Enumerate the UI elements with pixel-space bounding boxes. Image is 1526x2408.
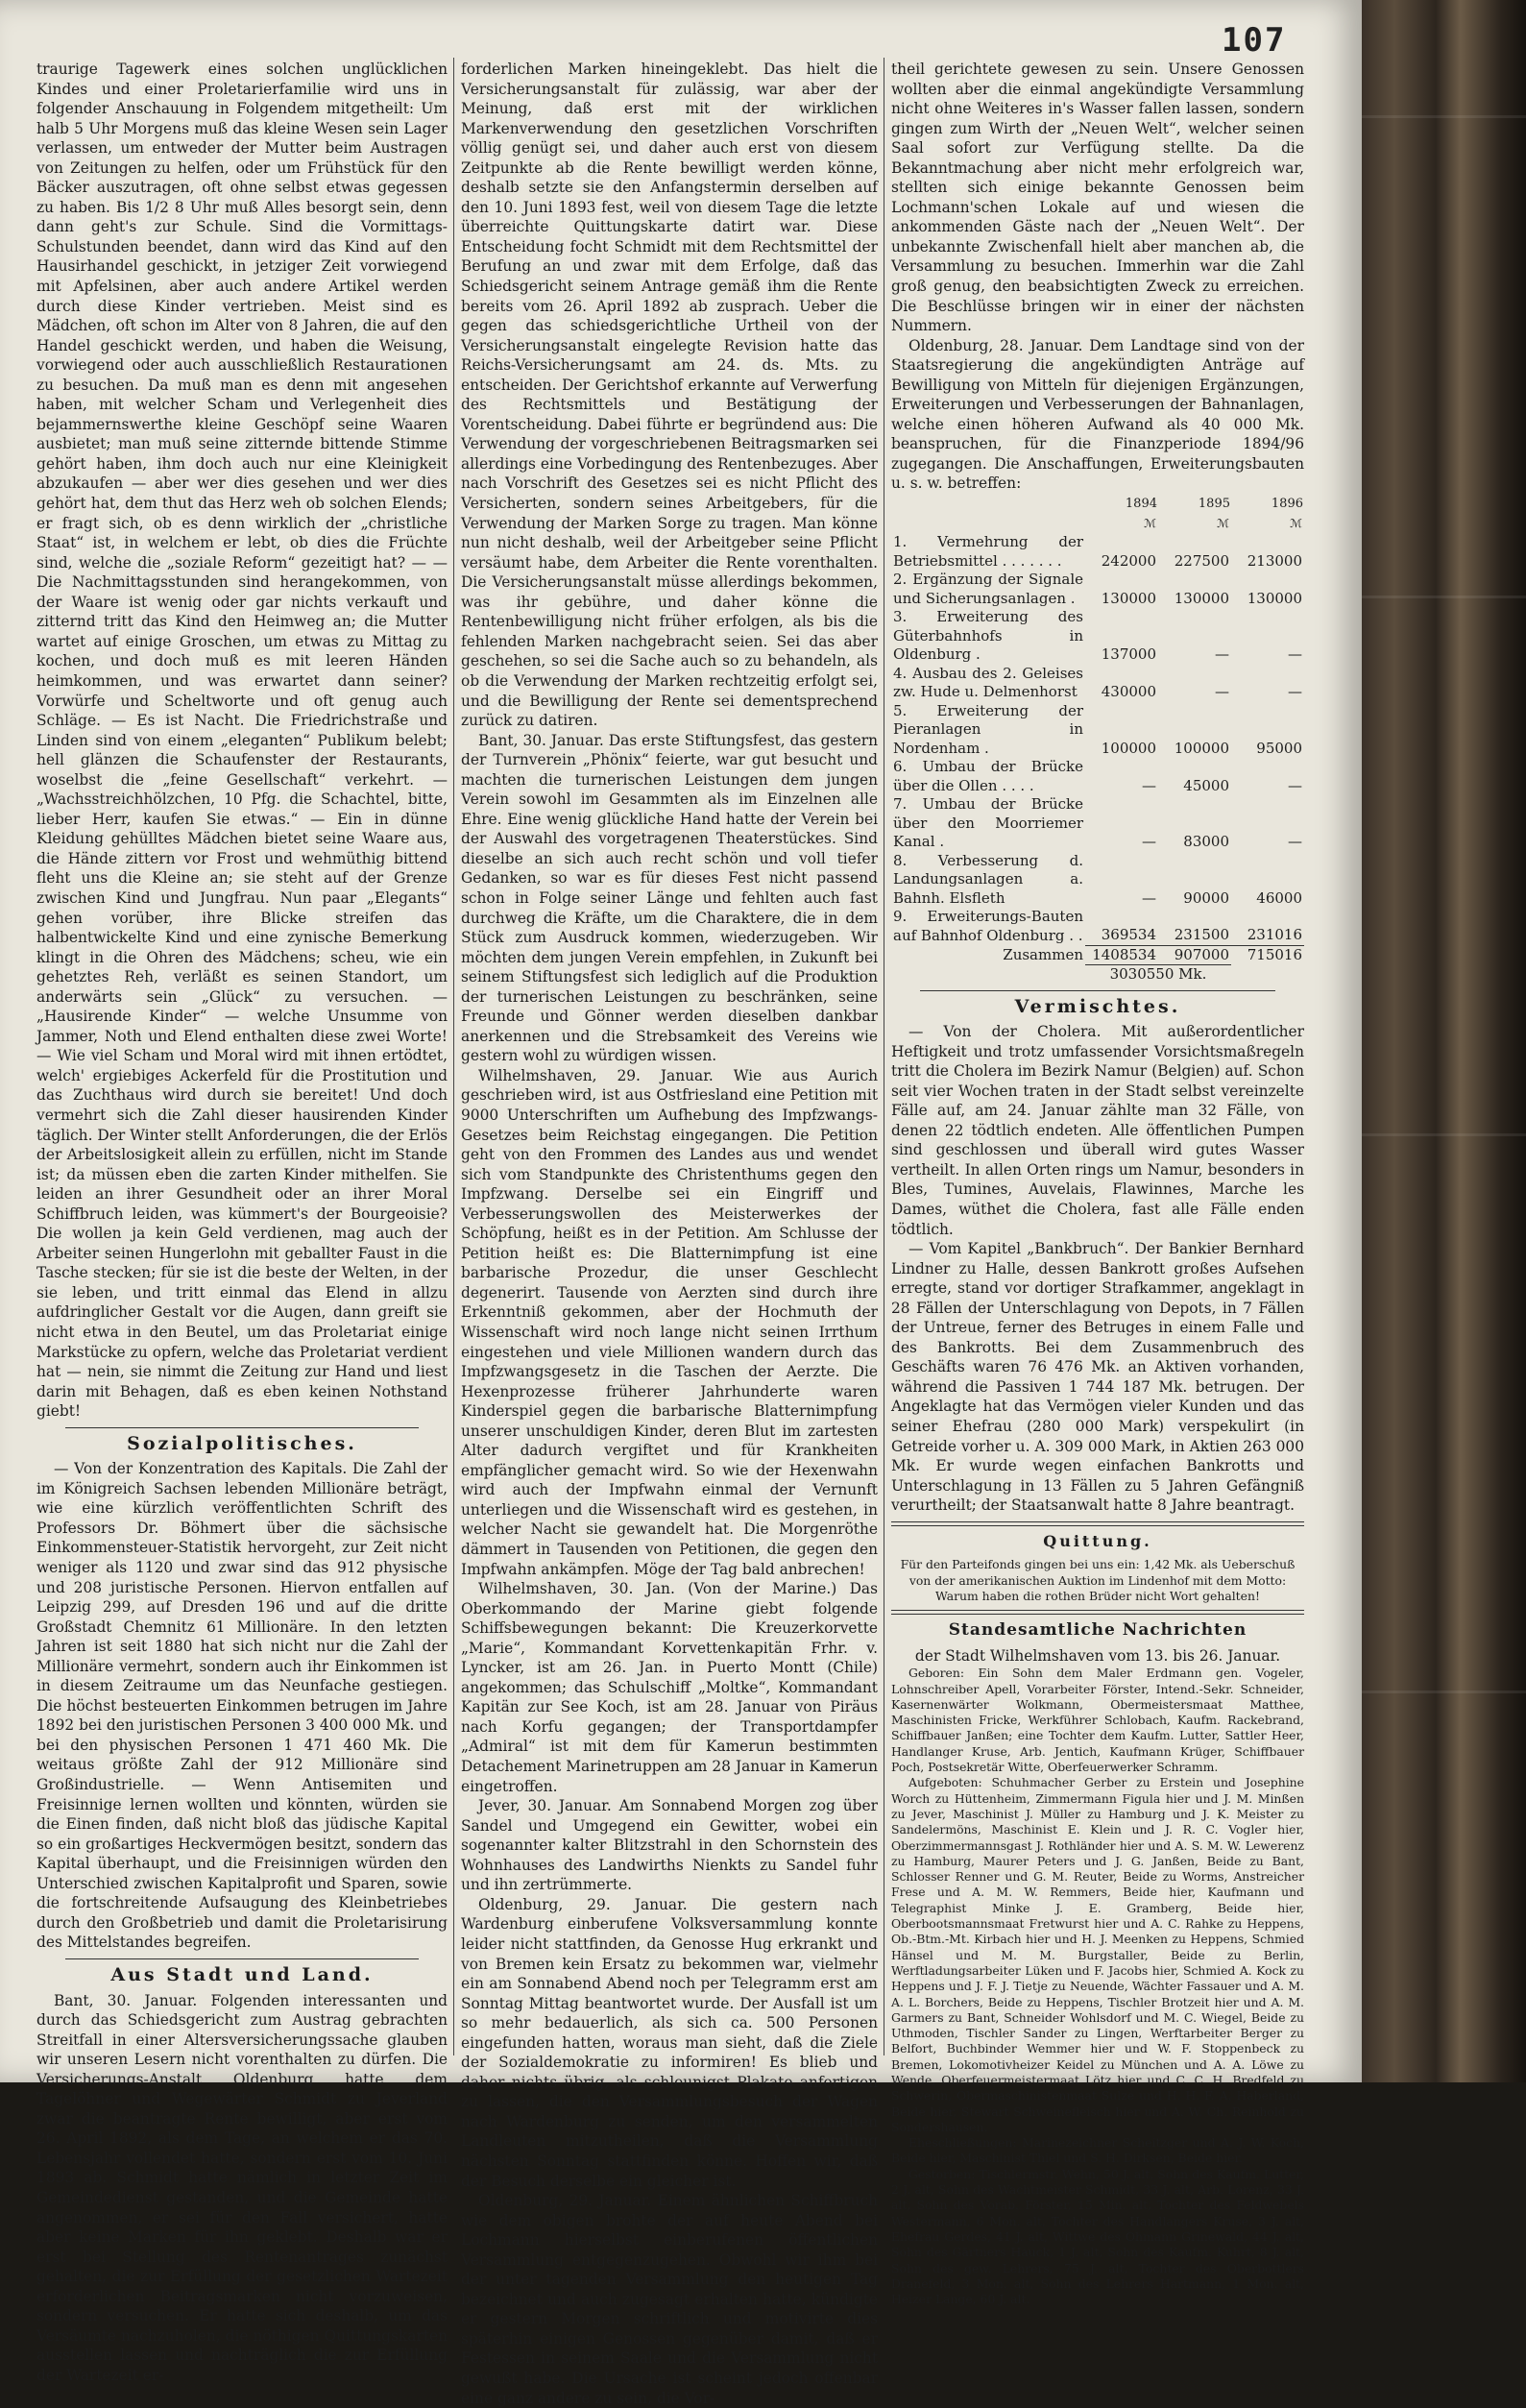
table-row	[891, 571, 1304, 608]
table-cell: 231500	[1174, 926, 1229, 944]
article-text: Oldenburg, 28. Januar. Dem Landtage sind von der Staatsregierung die angekündigten Anträge auf Bewilligung von Mitteln für diejenigen Ergänzungen, Erweiterungen und Verbesserungen der Bahnanlagen, welche einen höheren Aufwand als 40 000 Mk. beanspruchen, für die Finanzperiode 1894/96 zugegangen. Die Anschaffungen, Erweiterungsbauten u. s. w. betreffen:	[891, 336, 1304, 493]
standes-entry: Aufgeboten: Schuhmacher Gerber zu Erstein und Josephine Worch zu Hüttenheim, Zimmermann Figula hier und J. M. Minßen zu Jever, Maschinist J. Müller zu Hamburg und J. K. Meister zu Sandelermöns, Maschinist E. Klein und J. R. C. Vogler hier, Oberzimmermannsgast J. Rothländer hier und A. S. M. W. Lewerenz zu Hamburg, Maurer Peters und J. G. Janßen, Beide zu Bant, Schlosser Renner und G. M. Reuter, Beide zu Worms, Anstreicher Frese und A. M. W. Remmers, Beide hier, Kaufmann und Telegraphist Minke J. E. Gramberg, Beide hier, Oberbootsmannsmaat Fretwurst hier und A. C. Rahke zu Heppens, Ob.-Btm.-Mt. Kirbach hier und H. J. Meenken zu Heppens, Schmied Hänsel und M. M. Burgstaller, Beide zu Berlin, Werftladungsarbeiter Lüken und F. Jacobs hier, Schmied A. Kock zu Heppens und J. F. J. Tietje zu Neuende, Wächter Fassauer und A. M. A. L. Borchers, Beide zu Heppens, Tischler Brotzeit hier und A. M. Garmers zu Bant, Schneider Wohlsdorf und M. C. Wiegel, Beide zu Uthmoden, Tischler Sander zu Lingen, Werftarbeiter Berger zu Belfort, Buchbinder Wemmer hier und W. F. Stoppenbeck zu Bremen, Lokomotivheizer Keidel zu München und A. A. Löwe zu Wende, Oberfeuermeistermaat Lötz hier und C. C. H. Bredfeld zu Schwerin, Obermaschinistenmaat Sulze und H. H. F. A. Haberland, Beide hier, Stewart Schweinefleisch hier und A. W. Ch. Reinhold zu Sondershausen.	[891, 1775, 1304, 2134]
table-grand-total: 3030550 Mk.	[1085, 965, 1231, 985]
article-text: — Von der Cholera. Mit außerordentlicher Heftigkeit und trotz umfassender Vorsichtsmaßregeln tritt die Cholera im Bezirk Namur (Belgien) auf. Schon seit vier Wochen traten in der Stadt selbst vereinzelte Fälle auf, am 24. Januar zählte man 32 Fälle, von denen 22 tödtlich endeten. Alle öffentlichen Pumpen sind geschlossen und überall wird gutes Wasser vertheilt. In allen Orten rings um Namur, besonders in Bles, Tumines, Auvelais, Flawinnes, Marche les Dames, wüthet die Cholera, fast alle Fälle enden tödtlich.	[891, 1023, 1304, 1238]
table-total: 715016	[1231, 945, 1304, 965]
divider	[65, 1958, 419, 1959]
column-3	[891, 60, 1304, 2307]
table-cell: 130000	[1101, 589, 1156, 607]
table-cell: —	[1142, 888, 1156, 907]
table-cell: —	[1215, 645, 1229, 664]
table-total: 1408534	[1085, 945, 1158, 965]
table-cell-label: 8. Verbesserung d. Landungsanlagen a. Bahnh. Elsfleth	[893, 851, 1083, 907]
table-cell-label: 5. Erweiterung der Pieranlagen in Nordenham .	[893, 701, 1083, 757]
table-cell: 137000	[1101, 645, 1156, 664]
divider	[891, 1610, 1304, 1615]
article-text: Bant, 30. Januar. Das erste Stiftungsfest, das gestern der Turnverein „Phönix“ feierte, war gut besucht und machten die turnerischen Leistungen dem jungen Verein sowohl im Gesammten als im Einzelnen alle Ehre. Eine wenig glückliche Hand hatte der Verein bei der Auswahl des vorgetragenen Theaterstückes. Sind dieselbe an sich auch recht schön und voll tiefer Gedanken, so war es für dieses Fest nicht passend schon in Folge seiner Länge und fehlten auch fast durchweg die Kräfte, um die Charaktere, die in dem Stück zum Ausdruck kommen, wiederzugeben. Wir möchten dem jungen Verein empfehlen, in Zukunft bei seinem Stiftungsfest sich lediglich auf die Produktion der turnerischen Leistungen zu beschränken, seine Freunde und Gönner werden dieselben dankbar anerkennen und die Strebsamkeit des Vereins wie gestern wohl zu würdigen wissen.	[461, 731, 878, 1065]
table-unit: ℳ	[1217, 516, 1229, 530]
table-cell: 430000	[1101, 683, 1156, 701]
table-cell: —	[1288, 833, 1302, 851]
railway-budget-table	[891, 494, 1304, 985]
standes-entry: Gestorben: Tischlermstr. Wehn, 50 J. alt, Sohn des Kaufm. Lutter, 2 J. alt, Sohn des Wachtmeister Schmidt, 33 J. alt, Arb. Lorenz, 33 J. alt, Sohn des Vorab. Förster, 15 Min. alt, Tochter des Feldwebels Westermann, 6 Mon. alt, Tochter des Handlangers Kruse, 3 J. alt, Ehefrau Gerdes, 41 J. alt, Wittwe des Ohmann Grinewald, 44 J. alt, Sohn des Gärtners Hauck, 1 J. alt, Sohn des Kaufm. Kuhrt, 8 J. alt, Sohn des gew. Lehrers, 75 J. alt, Tochter des Oberbottlers Dranefeld, 3 Mon. alt, Sohn des Lehrers Hartmann, 1 Mon. alt, Heizer Lange, 60 J. alt.	[891, 2166, 1304, 2307]
article-text: Wilhelmshaven, 29. Januar. Wie aus Aurich geschrieben wird, ist aus Ostfriesland eine Petition mit 9000 Unterschriften um Aufhebung des Impfzwangs-Gesetzes beim Reichstag eingegangen. Die Petition geht von den Frommen des Landes aus und wendet sich vom Standpunkte des Christenthums gegen den Impfzwang. Derselbe sei ein Eingriff und Verbesserungswollen des Meisterwerkes der Schöpfung, heißt es in der Petition. Am Schlusse der Petition heißt es: Die Blatternimpfung ist eine barbarische Prozedur, die unser Geschlecht degenerirt. Tausende von Aerzten sind durch ihre Erkenntniß gekommen, aber der Hochmuth der Wissenschaft wird noch lange nicht seinen Irrthum eingestehen und viele Millionen wandern durch das Impfzwangsgesetz in die Taschen der Aerzte. Die Hexenprozesse früherer Jahrhunderte waren Kinderspiel gegen die barbarische Blatternimpfung unserer unschuldigen Kinder, deren Blut im zartesten Alter dadurch vergiftet und für Krankheiten empfänglicher gemacht wird. So wie der Hexenwahn wird auch der Impfwahn einmal der Vernunft unterliegen und die Wissenschaft wird es gestehen, in welcher Nacht sie gewandelt hat. Die Morgenröthe dämmert in Tausenden von Petitionen, die gegen den Impfwahn ankämpfen. Möge der Tag bald anbrechen!	[461, 1066, 878, 1578]
table-row	[891, 665, 1304, 702]
table-row	[891, 758, 1304, 795]
article-text: Wilhelmshaven, 30. Jan. (Von der Marine.) Das Oberkommando der Marine giebt folgende Schiffsbewegungen bekannt: Die Kreuzerkorvette „Marie“, Kommandant Korvettenkapitän Frhr. v. Lyncker, ist am 26. Jan. in Puerto Montt (Chile) angekommen; das Schulschiff „Moltke“, Kommandant Kapitän zur See Koch, ist am 28. Januar von Piräus nach Korfu gegangen; der Transportdampfer „Admiral“ ist mit dem für Kamerun bestimmten Detachement Marinetruppen am 28 Januar in Kamerun eingetroffen.	[461, 1580, 878, 1795]
table-cell: 83000	[1183, 833, 1229, 851]
table-unit: ℳ	[1144, 516, 1156, 530]
article-text: traurige Tagewerk eines solchen unglücklichen Kindes und einer Proletarierfamilie wird uns in folgender Anschauung in Folgendem mitgetheilt: Um halb 5 Uhr Morgens muß das kleine Wesen sein Lager verlassen, um entweder der Mutter beim Austragen von Zeitungen zu helfen, oder um Frühstück für den Bäcker auszutragen, oft ohne selbst etwas gegessen zu haben. Bis 1/2 8 Uhr muß Alles besorgt sein, denn dann geht's zur Schule. Sind die Vormittags-Schulstunden beendet, dann wird das Kind auf den Hausirhandel geschickt, in jetziger Zeit vorwiegend mit Apfelsinen, aber auch andere Artikel werden durch diese Kinder vertrieben. Meist sind es Mädchen, oft schon im Alter von 8 Jahren, die auf den Handel geschickt werden, und haben die Weisung, vorwiegend oder auch ausschließlich Restaurationen zu besuchen. Da muß man es denn mit angesehen haben, mit welcher Scham und Verlegenheit dies bejammernswerthe kleine Geschöpf seine Waaren ausbietet; man muß seine zitternde bittende Stimme gehört haben, ihm doch auch nur eine Kleinigkeit abzukaufen — aber wer dies gesehen und wer dies gehört hat, dem thut das Herz weh ob solchen Elends; er fragt sich, ob es denn wirklich der „christliche Staat“ ist, in welchem er lebt, ob dies die Früchte sind, welche die „soziale Reform“ gezeitigt hat? — — Die Nachmittagsstunden sind herangekommen, von der Waare ist wenig oder gar nichts verkauft und zitternd tritt das Kind den Heimweg an; die Mutter wartet auf einige Groschen, um etwas zu Mittag zu kochen, und doch muß es mit leeren Händen heimkommen, und was erwartet dann seiner? Vorwürfe und Scheltworte und oft genug auch Schläge. — Es ist Nacht. Die Friedrichstraße und Linden sind von einem „eleganten“ Publikum belebt; hell glänzen die Schaufenster der Restaurants, woselbst die „feine Gesellschaft“ verkehrt. — „Wachsstreichhölzchen, 10 Pfg. die Schachtel, bitte, lieber Herr, kaufen Sie etwas.“ — Ein in dünne Kleidung gehülltes Mädchen bietet seine Waare aus, die Hände zittern vor Frost und wehmüthig bittend fleht uns die Kleine an; sie steht auf der Grenze zwischen Kind und Jungfrau. Nun paar „Elegants“ gehen vorüber, ihre Blicke streifen das halbentwickelte Kind und eine zynische Bemerkung klingt in die Ohren des Mädchens; scheu, wie ein gehetztes Reh, verläßt es seinen Standort, um anderwärts sein „Glück“ zu versuchen. — „Hausirende Kinder“ — welche Unsumme von Jammer, Noth und Elend enthalten diese zwei Worte! — Wie viel Scham und Moral wird mit ihnen ertödtet, welch' ergiebiges Ackerfeld für die Prostitution und das Zuchthaus wird durch sie bereitet! Und doch vermehrt sich die Zahl dieser hausirenden Kinder täglich. Der Winter stellt Anforderungen, die der Erlös der Arbeitslosigkeit allein zu erfüllen, nicht im Stande ist; da müssen eben die zarten Kinder mithelfen. Sie leiden an ihrer Gesundheit oder an ihrer Moral Schiffbruch leiden, was kümmert's der Bourgeoisie? Die wollen ja kein Geld verdienen, mag auch der Arbeiter seinen Hungerlohn mit geballter Faust in die Tasche stecken; für sie ist die beste der Welten, in der sie leben, und tritt einmal das Elend in allzu aufdringlicher Gestalt vor die Augen, dann greift sie nicht etwa in den Beutel, um das Proletariat einige Markstücke zu opfern, welche das Proletariat verdient hat — nein, sie nimmt die Zeitung zur Hand und liest darin mit Behagen, daß es eben keinen Nothstand giebt!	[36, 61, 448, 1421]
standes-subtitle: der Stadt Wilhelmshaven vom 13. bis 26. Januar.	[914, 1646, 1281, 1665]
divider	[920, 990, 1275, 991]
table-cell: —	[1215, 683, 1229, 701]
article-text: Bant, 30. Januar. Folgenden interessanten und durch das Schiedsgericht zum Austrag gebrachten Streitfall in einer Altersversicherungssache glauben wir unseren Lesern nicht vorenthalten zu dürfen. Die Versicherungs-Anstalt Oldenburg hatte dem Tagelöhner und Wegewärter Schmidt zu Jeverland zwar die beantragte Rente bewilligt, aber erst vom 26. April 1892, als dem Tage, an welchem er das 70. Lebensjahr vollendet hatte, sondern erst vom 10. Juni 1893 ab. Schmidt hatte nämlich in letzter Zeit im Gemeindedienst gestanden, und die Gemeinde hatte angenommen, er sei für den Fall versichert, hatte aber keine Marken für ihn geklebt. Deshalb war er erst bei Stellung des Rentenantrages zunächst gehalten, die zur Erfüllung der gesetzlichen Wartezeit erforderlichen Beitragsmarken nicht vorzuweisen, sondern versuchen. Er hatte sich deshalb, um das Versäumte nachzuholen, die nöthigen Quittungskarten ausstellen lassen und nachträglich die zur Erfüllung der Wartezeit er-	[36, 1991, 448, 2384]
column-1	[36, 60, 448, 2384]
table-cell-label: 7. Umbau der Brücke über den Moorriemer Kanal .	[893, 795, 1083, 851]
page-number: 107	[1222, 21, 1287, 60]
table-cell-label: 1. Vermehrung der Betriebsmittel . . . . . . .	[893, 533, 1083, 570]
section-heading-standesamtliche-nachrichten: Standesamtliche Nachrichten	[948, 1620, 1247, 1641]
column-2	[461, 60, 878, 2407]
table-cell: 45000	[1183, 776, 1229, 794]
table-cell-label: 9. Erweiterungs-Bauten auf Bahnhof Oldenburg . .	[893, 908, 1083, 944]
table-cell: 242000	[1101, 551, 1156, 570]
article-text: forderlichen Marken hineingeklebt. Das hielt die Versicherungsanstalt für zulässig, war aber der Meinung, daß erst mit der wirklichen Markenverwendung den gesetzlichen Vorschriften völlig genügt sei, und daher auch erst von diesem Zeitpunkte ab die Rente bewilligt werden könne, deshalb setzte sie den Anfangstermin derselben auf den 10. Juni 1893 fest, weil von diesem Tage die letzte überreichte Quittungskarte datirt war. Diese Entscheidung focht Schmidt mit dem Rechtsmittel der Berufung an und zwar mit dem Erfolge, daß das Schiedsgericht seinem Antrage gemäß ihm die Rente bereits vom 26. April 1892 ab zusprach. Ueber die gegen das schiedsgerichtliche Urtheil von der Versicherungsanstalt eingelegte Revision hatte das Reichs-Versicherungsamt am 24. ds. Mts. zu entscheiden. Der Gerichtshof erkannte auf Verwerfung des Rechtsmittels und Bestätigung der Vorentscheidung. Dabei führte er begründend aus: Die Verwendung der vorgeschriebenen Beitragsmarken sei allerdings eine Vorbedingung des Rentenbezuges. Aber nach Vorschrift des Gesetzes sei es nicht Pflicht des Versicherten, sondern seines Arbeitgebers, für die Verwendung der Marken Sorge zu tragen. Man könne nun nicht deshalb, weil der Arbeitgeber seine Pflicht versäumt habe, dem Arbeiter die Rente vorenthalten. Die Versicherungsanstalt müsse allerdings bekommen, was ihr gebühre, und daher könne die Rentenbewilligung nicht früher erfolgen, als bis die fehlenden Marken nachgebracht seien. Sei das aber geschehen, so sei die Sache auch so zu behandeln, als ob die Verwendung der Marken rechtzeitig erfolgt sei, und die Bewilligung der Rente sei dementsprechend zurück zu datiren.	[461, 61, 878, 730]
article-text: — Vom Kapitel „Bankbruch“. Der Bankier Bernhard Lindner zu Halle, dessen Bankrott großes Aufsehen erregte, stand vor dortiger Strafkammer, angeklagt in 28 Fällen der Unterschlagung von Depots, in 7 Fällen der Untreue, ferner des Betruges in einem Falle und des Bankrotts. Bei dem Zusammenbruch des Geschäfts waren 76 476 Mk. an Aktiven vorhanden, während die Passiven 1 744 187 Mk. betrugen. Der Angeklagte hat das Vermögen vieler Kunden und das seiner Ehefrau (280 000 Mark) verspekulirt (in Getreide vorher u. A. 309 000 Mark, in Aktien 263 000 Mk. Er wurde wegen einfachen Bankrotts und Unterschlagung in 13 Fällen zu 5 Jahren Gefängniß verurtheilt; der Staatsanwalt hatte 8 Jahre beantragt.	[891, 1240, 1304, 1515]
table-cell: —	[1142, 776, 1156, 794]
table-header-year: 1894	[1125, 497, 1157, 512]
column-rule-1	[453, 58, 454, 2055]
table-cell: —	[1288, 776, 1302, 794]
table-row	[891, 795, 1304, 852]
table-row	[891, 908, 1304, 945]
table-cell: 369534	[1101, 926, 1156, 944]
table-grand-total-row	[891, 965, 1304, 985]
table-cell: 231016	[1247, 926, 1302, 944]
table-unit: ℳ	[1290, 516, 1302, 530]
article-text: — Von der Konzentration des Kapitals. Die Zahl der im Königreich Sachsen lebenden Millionäre beträgt, wie eine kürzlich veröffentlichten Schrift des Professors Dr. Böhmert über die sächsische Einkommensteuer-Statistik hervorgeht, zur Zeit nicht weniger als 1120 und zwar sind das 912 physische und 208 juristische Personen. Hiervon entfallen auf Leipzig 299, auf Dresden 196 und auf die dritte Großstadt Chemnitz 61 Millionäre. In den letzten Jahren ist seit 1880 hat sich nicht nur die Zahl der Millionäre vermehrt, sondern auch ihr Einkommen ist in diesem Zeitraume um das Neunfache gestiegen. Die höchst besteuerten Einkommen betrugen im Jahre 1892 bei den juristischen Personen 3 400 000 Mk. und bei den physischen Personen 1 471 460 Mk. Die weitaus größte Zahl der 912 Millionäre sind Großindustrielle. — Wenn Antisemiten und Freisinnige lernen wollten und könnten, würden sie die Einen finden, daß nicht bloß das jüdische Kapital so ein großartiges Heckvermögen besitzt, sondern das Kapital überhaupt, und die Freisinnigen würden den Unterschied zwischen Kapitalprofit und Sparen, sowie die fortschreitende Aufsaugung des Kleinbetriebes durch den Großbetrieb und damit die Proletarisirung des Mittelstandes begreifen.	[36, 1460, 448, 1952]
table-cell-label: 2. Ergänzung der Signale und Sicherungsanlagen .	[893, 571, 1083, 607]
divider	[891, 1521, 1304, 1526]
book-binding-edge	[1362, 0, 1526, 2082]
table-cell: 95000	[1256, 739, 1302, 757]
article-text: Oldenburg, 29. Januar. Die gestern nach Wardenburg einberufene Volksversammlung konnte leider nicht stattfinden, da Genosse Hug erkrankt und von Bremen kein Ersatz zu bekommen war, vielmehr ein am Sonnabend Abend noch per Telegramm erst am Sonntag Mittag beantwortet wurde. Der Ausfall ist um so mehr bedauerlich, als sich ca. 500 Personen eingefunden hatten, woraus man sieht, daß die Ziele der Sozialdemokratie zu informiren! Es blieb und daher nichts übrig, als schleunigst Plakate anfertigen zu lassen, die den Versammlungsbesuch der Wagen nach Wardenburg zu senden, um den versammelten Landleuten mitzutheilen, daß die Versammlung nächsten Sonntag stattfinden könne. Hoffen wir, daß der Besuch derselbe ein gleicher ist.	[461, 1895, 878, 2190]
table-cell: 130000	[1174, 589, 1229, 607]
table-cell: —	[1288, 683, 1302, 701]
table-unit-row	[891, 515, 1304, 534]
article-text: Oldenburg, 29. Januar. Einem ähnlichen Schiffbruch wie dem obigen brohte der auf heute Abend bei Lochmann hierselbst einberufenen öffentlichen Versammlung entgegenzugehen. Obwohl wir ihm bei der unter tagenden Versammlung den heutigen Tag bezeichnet und auch zugesagt erhalten hatte, kündigte er gestern Morgen schriftlich und motivirte dies späterhin einigen Genossen gegenüber damit, daß er Festessen in seinem Saale und die Versammlung nicht gewußt habe. Die Ursache ist scheint jedoch offenbar eine ganz andere zu sein, die Vor-	[461, 2192, 878, 2407]
article-text: Jever, 30. Januar. Am Sonnabend Morgen zog über Sandel und Umgegend ein Gewitter, wobei ein sogenannter kalter Blitzstrahl in den Schornstein des Wohnhauses des Landwirths Nienkts zu Sandel fuhr und ihn zertrümmerte.	[461, 1797, 878, 1894]
section-heading-sozialpolitisches: Sozialpolitisches.	[127, 1432, 357, 1454]
divider	[65, 1427, 419, 1428]
table-cell: 130000	[1247, 589, 1302, 607]
table-row	[891, 533, 1304, 571]
table-row	[891, 852, 1304, 909]
table-cell-label: 4. Ausbau des 2. Geleises zw. Hude u. Delmenhorst	[893, 664, 1083, 701]
table-cell-label: 6. Umbau der Brücke über die Ollen . . . .	[893, 758, 1083, 794]
table-cell: 227500	[1174, 551, 1229, 570]
table-cell: 213000	[1247, 551, 1302, 570]
section-heading-aus-stadt-und-land: Aus Stadt und Land.	[110, 1963, 374, 1985]
section-heading-quittung: Quittung.	[1043, 1531, 1152, 1550]
table-header-year: 1895	[1198, 497, 1230, 512]
table-cell: 100000	[1101, 739, 1156, 757]
table-cell-label: 3. Erweiterung des Güterbahnhofs in Oldenburg .	[893, 608, 1083, 664]
table-cell: —	[1288, 645, 1302, 664]
table-total-label: Zusammen	[1003, 946, 1083, 964]
table-cell: 46000	[1256, 888, 1302, 907]
table-header-year: 1896	[1271, 497, 1303, 512]
article-text: theil gerichtete gewesen zu sein. Unsere Genossen wollten aber die einmal angekündigte Versammlung nicht ohne Weiteres in's Wasser fallen lassen, sondern gingen zum Wirth der „Neuen Welt“, welcher seinen Saal sofort zur Verfügung stellte. Da die Bekanntmachung aber nicht mehr erfolgreich war, stellten sich einige bekannte Genossen beim Lochmann'schen Lokale auf und wiesen die ankommenden Gäste nach der „Neuen Welt“. Der unbekannte Zwischenfall hielt aber manchen ab, die Versammlung zu besuchen. Immerhin war die Zahl groß genug, den beabsichtigten Zweck zu erreichen. Die Beschlüsse bringen wir in einer der nächsten Nummern.	[891, 61, 1304, 335]
quittung-text: Für den Parteifonds gingen bei uns ein: 1,42 Mk. als Ueberschuß von der amerikanischen Auktion im Lindenhof mit dem Motto: Warum haben die rothen Brüder nicht Wort gehalten!	[900, 1557, 1296, 1603]
table-cell: —	[1142, 833, 1156, 851]
table-header-row	[891, 494, 1304, 515]
standes-entry: Eheschließungen: Marinezeichner Scheitzger und A. J. W. Koch, Beide hier, Maschinist Thiel und S. H. Dirksen, Beide hier.	[891, 2135, 1304, 2166]
table-total: 907000	[1158, 945, 1231, 965]
table-cell: 90000	[1183, 888, 1229, 907]
table-cell: 100000	[1174, 739, 1229, 757]
table-row	[891, 608, 1304, 665]
table-row	[891, 702, 1304, 759]
standes-entry: Geboren: Ein Sohn dem Maler Erdmann gen. Vogeler, Lohnschreiber Apell, Vorarbeiter Förster, Intend.-Sekr. Schneider, Kasernenwärter Wolkmann, Obermeistersmaat Matthee, Maschinisten Fricke, Werkführer Schlobach, Kaufm. Rackebrand, Schiffbauer Janßen; eine Tochter dem Kaufm. Lutter, Sattler Heer, Handlanger Kruse, Arb. Jentich, Kaufmann Krüger, Schiffbauer Poch, Postsekretär Witte, Oberfeuerwerker Schramm.	[891, 1666, 1304, 1775]
section-heading-vermischtes: Vermischtes.	[1014, 995, 1181, 1017]
table-total-row	[891, 945, 1304, 965]
